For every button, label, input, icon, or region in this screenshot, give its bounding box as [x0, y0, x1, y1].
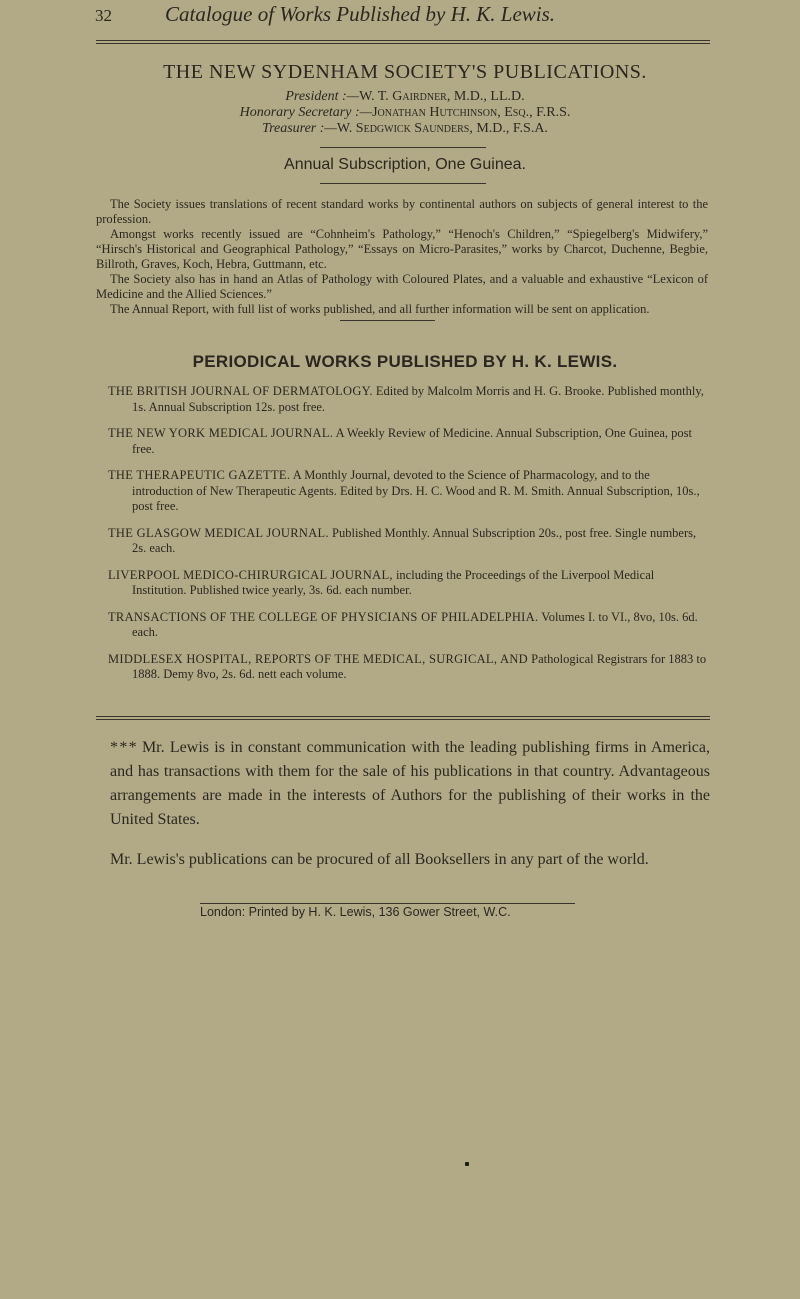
list-item: THE GLASGOW MEDICAL JOURNAL. Published Monthly. Annual Subscription 20s., post free. Single numbers, 2s. each.	[108, 525, 697, 555]
list-item: TRANSACTIONS OF THE COLLEGE OF PHYSICIANS OF PHILADELPHIA. Volumes I. to VI., 8vo, 10s. 6d. each.	[108, 609, 698, 639]
paragraph: The Annual Report, with full list of works published, and all further information will be sent on application.	[110, 302, 650, 316]
officer-role: Treasurer :—	[262, 121, 337, 136]
society-title: THE NEW SYDENHAM SOCIETY'S PUBLICATIONS.	[163, 61, 647, 83]
officer-name: W. T. Gairdner, M.D., LL.D.	[359, 89, 525, 104]
notice: Mr. Lewis's publications can be procured of all Booksellers in any part of the world.	[110, 851, 649, 868]
running-title: Catalogue of Works Published by H. K. Lewis.	[165, 2, 556, 26]
officer-role: President :—	[285, 89, 360, 104]
divider	[320, 147, 486, 148]
officer-president	[95, 89, 715, 105]
imprint: London: Printed by H. K. Lewis, 136 Gower Street, W.C.	[200, 905, 511, 919]
paragraph: The Society also has in hand an Atlas of Pathology with Coloured Plates, and a valuable and exhaustive “Lexicon of Medicine and the Allied Sciences.”	[96, 272, 708, 301]
divider	[320, 183, 486, 184]
notice: * * * Mr. Lewis is in constant communication with the leading publishing firms in America, and has transactions with them for the sale of his publications in that country. Advantageous arrangements are made in the interests of Authors for the publishing of their works in the United States.	[110, 739, 710, 828]
list-item: LIVERPOOL MEDICO-CHIRURGICAL JOURNAL, including the Proceedings of the Liverpool Medical Institution. Published twice yearly, 3s. 6d. each number.	[108, 567, 655, 597]
divider	[200, 903, 575, 904]
list-item: THE BRITISH JOURNAL OF DERMATOLOGY. Edited by Malcolm Morris and H. G. Brooke. Published monthly, 1s. Annual Subscription 12s. post free.	[108, 384, 704, 414]
list-item: THE THERAPEUTIC GAZETTE. A Monthly Journal, devoted to the Science of Pharmacology, and to the introduction of New Therapeutic Agents. Edited by Drs. H. C. Wood and R. M. Smith. Annual Subscription, 10s., post free.	[108, 468, 700, 513]
officer-name: Jonathan Hutchinson, Esq., F.R.S.	[372, 105, 571, 120]
annual-subscription: Annual Subscription, One Guinea.	[284, 156, 526, 173]
officer-role: Honorary Secretary :—	[239, 105, 373, 120]
ink-speck	[465, 1162, 469, 1166]
page-number: 32	[95, 6, 112, 25]
officer-name: W. Sedgwick Saunders, M.D., F.S.A.	[336, 121, 548, 136]
notices	[110, 736, 710, 888]
list-item: MIDDLESEX HOSPITAL, REPORTS OF THE MEDICAL, SURGICAL, AND Pathological Registrars for 1883 to 1888. Demy 8vo, 2s. 6d. nett each volume.	[108, 651, 707, 681]
running-head	[95, 2, 715, 32]
double-rule	[96, 40, 710, 44]
paragraph: The Society issues translations of recent standard works by continental authors on subjects of general interest to the profession.	[96, 197, 708, 226]
officer-secretary	[95, 105, 715, 121]
paragraph: Amongst works recently issued are “Cohnheim's Pathology,” “Henoch's Children,” “Spiegelberg's Midwifery,” “Hirsch's Historical and Geographical Pathology,” “Essays on Micro-Parasites,” works by Charcot, Duchenne, Begbie, Billroth, Graves, Koch, Hebra, Guttmann, etc.	[96, 227, 708, 271]
list-item: THE NEW YORK MEDICAL JOURNAL. A Weekly Review of Medicine. Annual Subscription, One Guinea, post free.	[108, 426, 693, 456]
divider	[340, 320, 435, 321]
periodicals-title: PERIODICAL WORKS PUBLISHED BY H. K. LEWIS.	[192, 352, 618, 371]
periodicals-list	[108, 384, 708, 694]
double-rule	[96, 716, 710, 720]
society-description	[96, 197, 708, 317]
officer-treasurer	[95, 121, 715, 137]
